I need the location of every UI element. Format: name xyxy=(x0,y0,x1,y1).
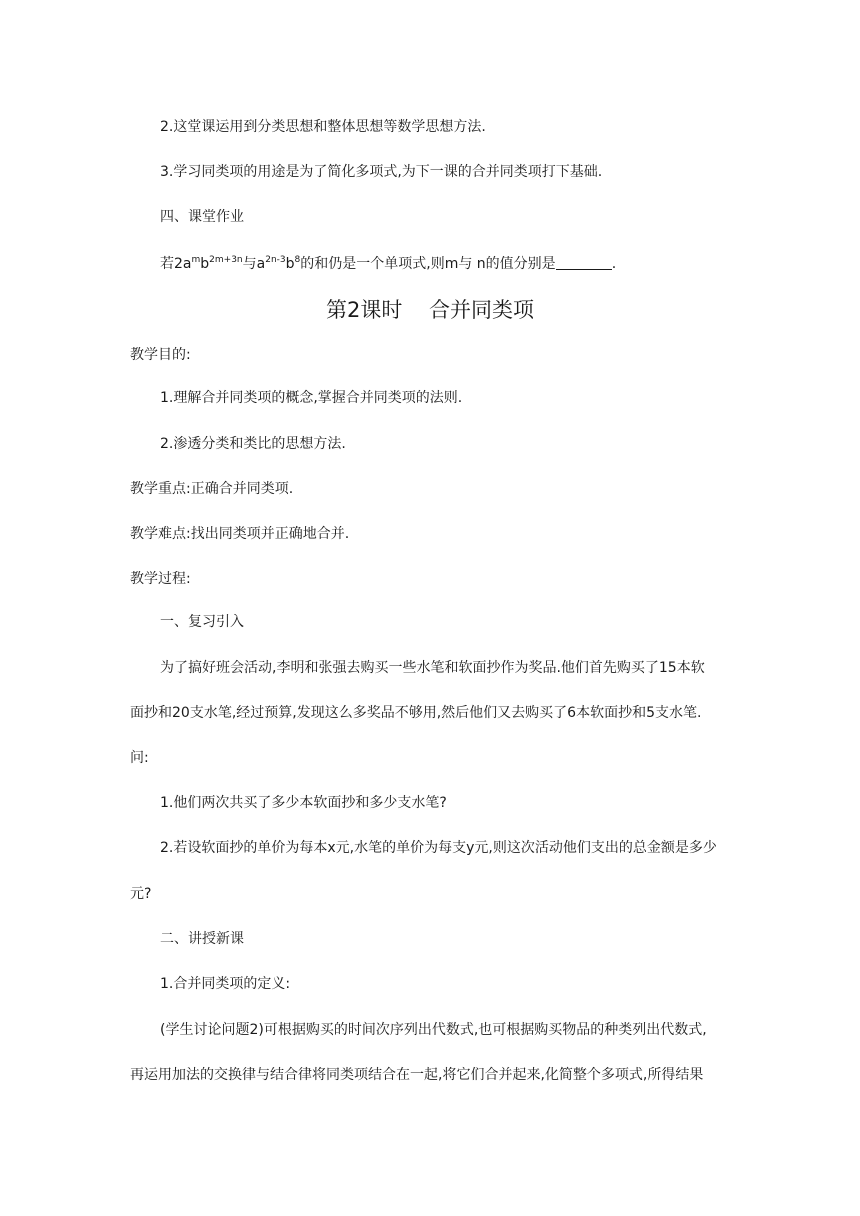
scenario-line-2: 面抄和20支水笔,经过预算,发现这么多奖品不够用,然后他们又去购买了6本软面抄和5支水笔. xyxy=(130,705,702,721)
objective-1: 1.理解合并同类项的概念,掌握合并同类项的法则. xyxy=(160,390,463,406)
homework-heading: 四、课堂作业 xyxy=(160,209,244,225)
question-2-line-1: 2.若设软面抄的单价为每本x元,水笔的单价为每支y元,则这次活动他们支出的总金额是多少 xyxy=(160,840,717,856)
objectives-label: 教学目的: xyxy=(130,347,191,363)
question-part: b xyxy=(285,256,295,272)
definition-line-1: (学生讨论问题2)可根据购买的时间次序列出代数式,也可根据购买物品的种类列出代数式, xyxy=(160,1022,707,1038)
scenario-line-3: 问: xyxy=(130,750,149,766)
objective-2: 2.渗透分类和类比的思想方法. xyxy=(160,436,346,452)
section2-heading: 二、讲授新课 xyxy=(160,931,244,947)
exponent: 2m+3n xyxy=(209,255,243,265)
question-part: . xyxy=(611,256,617,272)
scenario-line-1: 为了搞好班会活动,李明和张强去购买一些水笔和软面抄作为奖品.他们首先购买了15本软 xyxy=(160,660,705,676)
exponent: 2n-3 xyxy=(265,255,286,265)
question-2-line-2: 元? xyxy=(130,886,152,902)
definition-line-2: 再运用加法的交换律与结合律将同类项结合在一起,将它们合并起来,化简整个多项式,所得结果 xyxy=(130,1067,704,1083)
question-1: 1.他们两次共买了多少本软面抄和多少支水笔? xyxy=(160,795,447,811)
question-part: 若2a xyxy=(160,256,192,272)
difficult-point: 教学难点:找出同类项并正确地合并. xyxy=(130,526,350,542)
answer-blank xyxy=(556,255,612,270)
key-point: 教学重点:正确合并同类项. xyxy=(130,481,294,497)
definition-heading: 1.合并同类项的定义: xyxy=(160,976,291,992)
homework-question xyxy=(160,254,616,274)
question-part: 的和仍是一个单项式,则m与 n的值分别是 xyxy=(300,256,556,272)
exponent: m xyxy=(191,255,201,265)
question-part: 与a xyxy=(242,256,266,272)
question-part: b xyxy=(200,256,210,272)
process-label: 教学过程: xyxy=(130,571,191,587)
lesson-title: 第2课时 合并同类项 xyxy=(325,298,535,322)
exponent: 8 xyxy=(294,255,301,265)
intro-point-2: 2.这堂课运用到分类思想和整体思想等数学思想方法. xyxy=(160,119,486,135)
intro-point-3: 3.学习同类项的用途是为了简化多项式,为下一课的合并同类项打下基础. xyxy=(160,164,603,180)
section1-heading: 一、复习引入 xyxy=(160,614,244,630)
